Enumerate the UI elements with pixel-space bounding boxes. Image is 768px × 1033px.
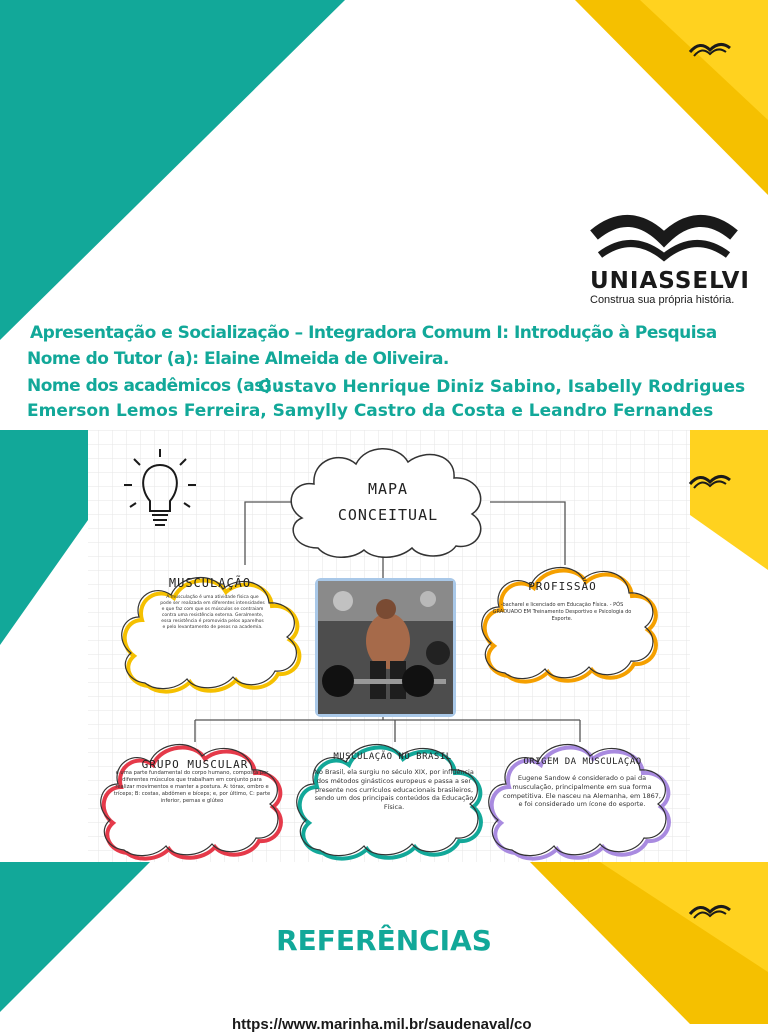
slide-references (0, 862, 768, 1033)
brasil-title: MUSCULAÇÃO NO BRASIL (333, 752, 452, 762)
header-students-names-1: Gustavo Henrique Diniz Sabino, Isabelly Rodrigues (258, 377, 746, 397)
profissao-body: -bacharel e licenciado em Educação Física. - PÓS GRADUADO EM Treinamento Desportivo e Psicologia do Esporte. (492, 602, 632, 622)
bird-icon (688, 900, 732, 920)
bird-icon (688, 470, 732, 490)
header-course: Apresentação e Socialização – Integradora Comum I: Introdução à Pesquisa (30, 323, 717, 343)
deadlift-illustration (318, 581, 453, 714)
musculacao-title: MUSCULAÇÃO (168, 576, 252, 590)
origem-body: Eugene Sandow é considerado o pai da musculação, principalmente em sua forma competitiva. Ele nasceu na Alemanha, em 1867, e foi considerado um ícone do esporte. (503, 774, 661, 809)
logo-wordmark: UNIASSELVI (590, 268, 750, 294)
logo-tagline: Construa sua própria história. (590, 294, 735, 306)
center-title-2: CONCEITUAL (337, 506, 439, 524)
header-tutor: Nome do Tutor (a): Elaine Almeida de Oliveira. (27, 349, 449, 369)
yellow-right-shape (690, 430, 768, 570)
header-students-label: Nome dos acadêmicos (as) : (27, 376, 283, 396)
slide-mindmap (0, 430, 768, 862)
reference-link[interactable]: https://www.marinha.mil.br/saudenaval/co (232, 1016, 532, 1033)
bird-icon (688, 38, 732, 58)
profissao-title: PROFISSÃO (528, 580, 597, 593)
lightbulb-icon (120, 445, 200, 540)
teal-left-shape (0, 430, 88, 645)
references-title: REFERÊNCIAS (276, 924, 492, 957)
grupo-muscular-body: é uma parte fundamental do corpo humano, composta por diferentes músculos que trabalham em conjunto para realizar movimentos e manter a postura. A: tórax, ombro e tríceps; B: costas, abdômen e bíceps; e, por último, C: parte inferior, pernas e glúteo (113, 770, 271, 805)
book-mark-icon (590, 205, 740, 261)
header-students-names-2: Emerson Lemos Ferreira, Samylly Castro da Costa e Leandro Fernandes (27, 401, 714, 421)
teal-corner-shape (0, 0, 345, 340)
brasil-body: No Brasil, ela surgiu no século XIX, por influência dos métodos ginásticos europeus e passa a ser presente nos currículos educacionais brasileiros, sendo um dos principais conteúdos da Educação Física. (314, 768, 474, 812)
cloud-center (278, 440, 498, 560)
origem-title: ORIGEM DA MUSCULAÇÃO (523, 757, 642, 767)
center-title-1: MAPA (367, 480, 409, 498)
musculacao-body: A musculação é uma atividade física que pode ser realizada em diferentes intensidades e que faz com que os músculos se contraiam contra uma resistência externa. Geralmente, essa resistência é promovida pelos aparelhos e pelo levantamento de pesos na academia. (160, 595, 265, 631)
athlete-photo (315, 578, 456, 717)
slide-title (0, 0, 768, 430)
uniasselvi-logo (590, 205, 750, 310)
grupo-muscular-title: GRUPO MUSCULAR (141, 758, 249, 771)
